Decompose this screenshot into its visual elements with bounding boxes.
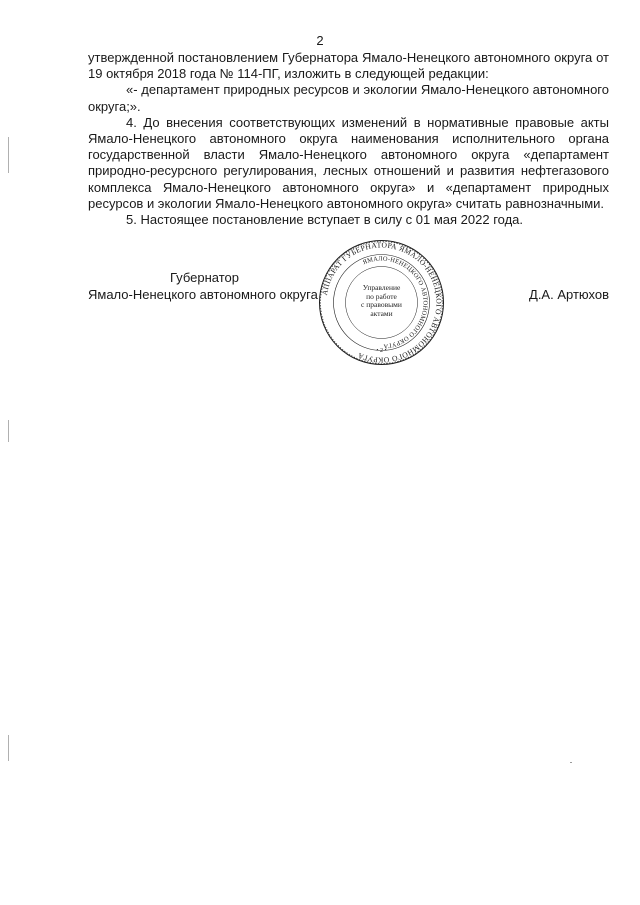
seal-number: • 2 • (376, 348, 387, 354)
paragraph-department-name: «- департамент природных ресурсов и экологии Ямало-Ненецкого автономного округа;». (88, 82, 609, 114)
signatory-title: Губернатор (170, 270, 239, 285)
page-number: 2 (316, 33, 324, 48)
scan-dot-mark (570, 762, 572, 763)
seal-center-line: с правовыми (361, 300, 402, 310)
scan-margin-mark (8, 420, 9, 442)
seal-center-line: по работе (366, 291, 397, 301)
official-seal (318, 239, 445, 366)
document-body (88, 50, 609, 228)
seal-inner-text: ЯМАЛО-НЕНЕЦКОГО АВТОНОМНОГО ОКРУГА (361, 255, 429, 350)
scan-margin-mark (8, 137, 9, 173)
seal-center-line: Управление (362, 283, 401, 292)
paragraph-continuation: утвержденной постановлением Губернатора Ямало-Ненецкого автономного округа от 19 октября 2018 года № 114-ПГ, изложить в следующей редакции: (88, 50, 609, 82)
signatory-organization: Ямало-Ненецкого автономного округа (88, 287, 318, 302)
seal-center-text (318, 284, 445, 318)
paragraph-item-4: 4. До внесения соответствующих изменений в нормативные правовые акты Ямало-Ненецкого автономного округа наименования исполнительного органа государственной власти Ямало-Ненецкого автономного округа «департамент природно-ресурсного регулирования, лесных отношений и развития нефтегазового комплекса Ямало-Ненецкого автономного округа» и «департамент природных ресурсов и экологии Ямало-Ненецкого автономного округа» считать равнозначными. (88, 114, 609, 211)
paragraph-item-5: 5. Настоящее постановление вступает в силу с 01 мая 2022 года. (126, 212, 524, 228)
signatory-name: Д.А. Артюхов (529, 287, 609, 302)
scan-margin-mark (8, 735, 9, 761)
seal-center-line: актами (370, 308, 393, 318)
seal-outer-text: АППАРАТ ГУБЕРНАТОРА ЯМАЛО-НЕНЕЦКОГО АВТОНОМНОГО ОКРУГА (319, 240, 444, 365)
